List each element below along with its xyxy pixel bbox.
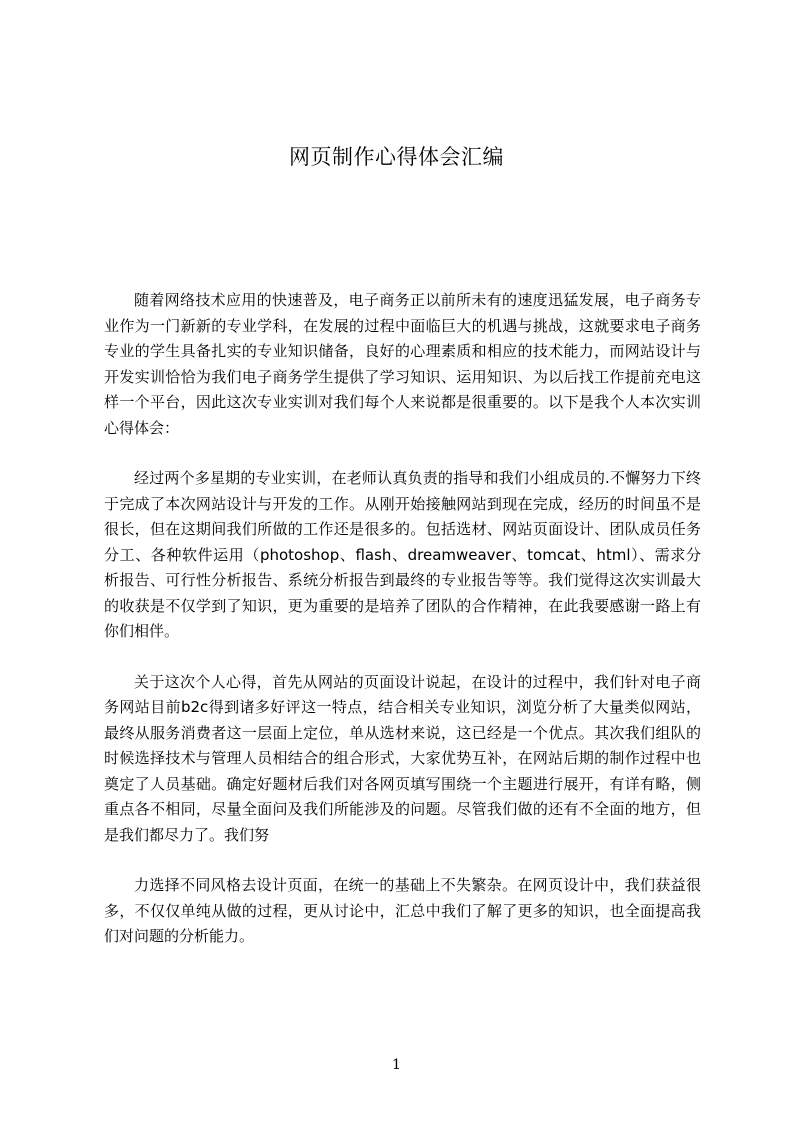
page-number: 1 [392, 1057, 401, 1073]
paragraph-2: 经过两个多星期的专业实训，在老师认真负责的指导和我们小组成员的.不懈努力下终于完成了本次网站设计与开发的工作。从刚开始接触网站到现在完成，经历的时间虽不是很长，但在这期间我们所做的工作还是很多的。包括选材、网站页面设计、团队成员任务分工、各种软件运用（photoshop、flash、dreamweaver、tomcat、html）、需求分析报告、可行性分析报告、系统分析报告到最终的专业报告等等。我们觉得这次实训最大的收获是不仅学到了知识，更为重要的是培养了团队的合作精神，在此我要感谢一路上有你们相伴。 [104, 469, 701, 640]
paragraph-1: 随着网络技术应用的快速普及，电子商务正以前所未有的速度迅猛发展，电子商务专业作为一门新新的专业学科，在发展的过程中面临巨大的机遇与挑战，这就要求电子商务专业的学生具备扎实的专业知识储备，良好的心理素质和相应的技术能力，而网站设计与开发实训恰恰为我们电子商务学生提供了学习知识、运用知识、为以后找工作提前充电这样一个平台，因此这次专业实训对我们每个人来说都是很重要的。以下是我个人本次实训心得体会： [104, 291, 701, 437]
page-title: 网页制作心得体会汇编 [289, 145, 504, 169]
document-body [104, 288, 701, 950]
paragraph-3: 关于这次个人心得，首先从网站的页面设计说起，在设计的过程中，我们针对电子商务网站目前b2c得到诸多好评这一特点，结合相关专业知识，浏览分析了大量类似网站，最终从服务消费者这一层面上定位，单从选材来说，这已经是一个优点。其次我们组队的时候选择技术与管理人员相结合的组合形式，大家优势互补，在网站后期的制作过程中也奠定了人员基础。确定好题材后我们对各网页填写围绕一个主题进行展开，有详有略，侧重点各不相同，尽量全面问及我们所能涉及的问题。尽管我们做的还有不全面的地方，但是我们都尽力了。我们努 [104, 672, 701, 844]
paragraph-4: 力选择不同风格去设计页面，在统一的基础上不失繁杂。在网页设计中，我们获益很多，不仅仅单纯从做的过程，更从讨论中，汇总中我们了解了更多的知识，也全面提高我们对问题的分析能力。 [104, 876, 701, 945]
